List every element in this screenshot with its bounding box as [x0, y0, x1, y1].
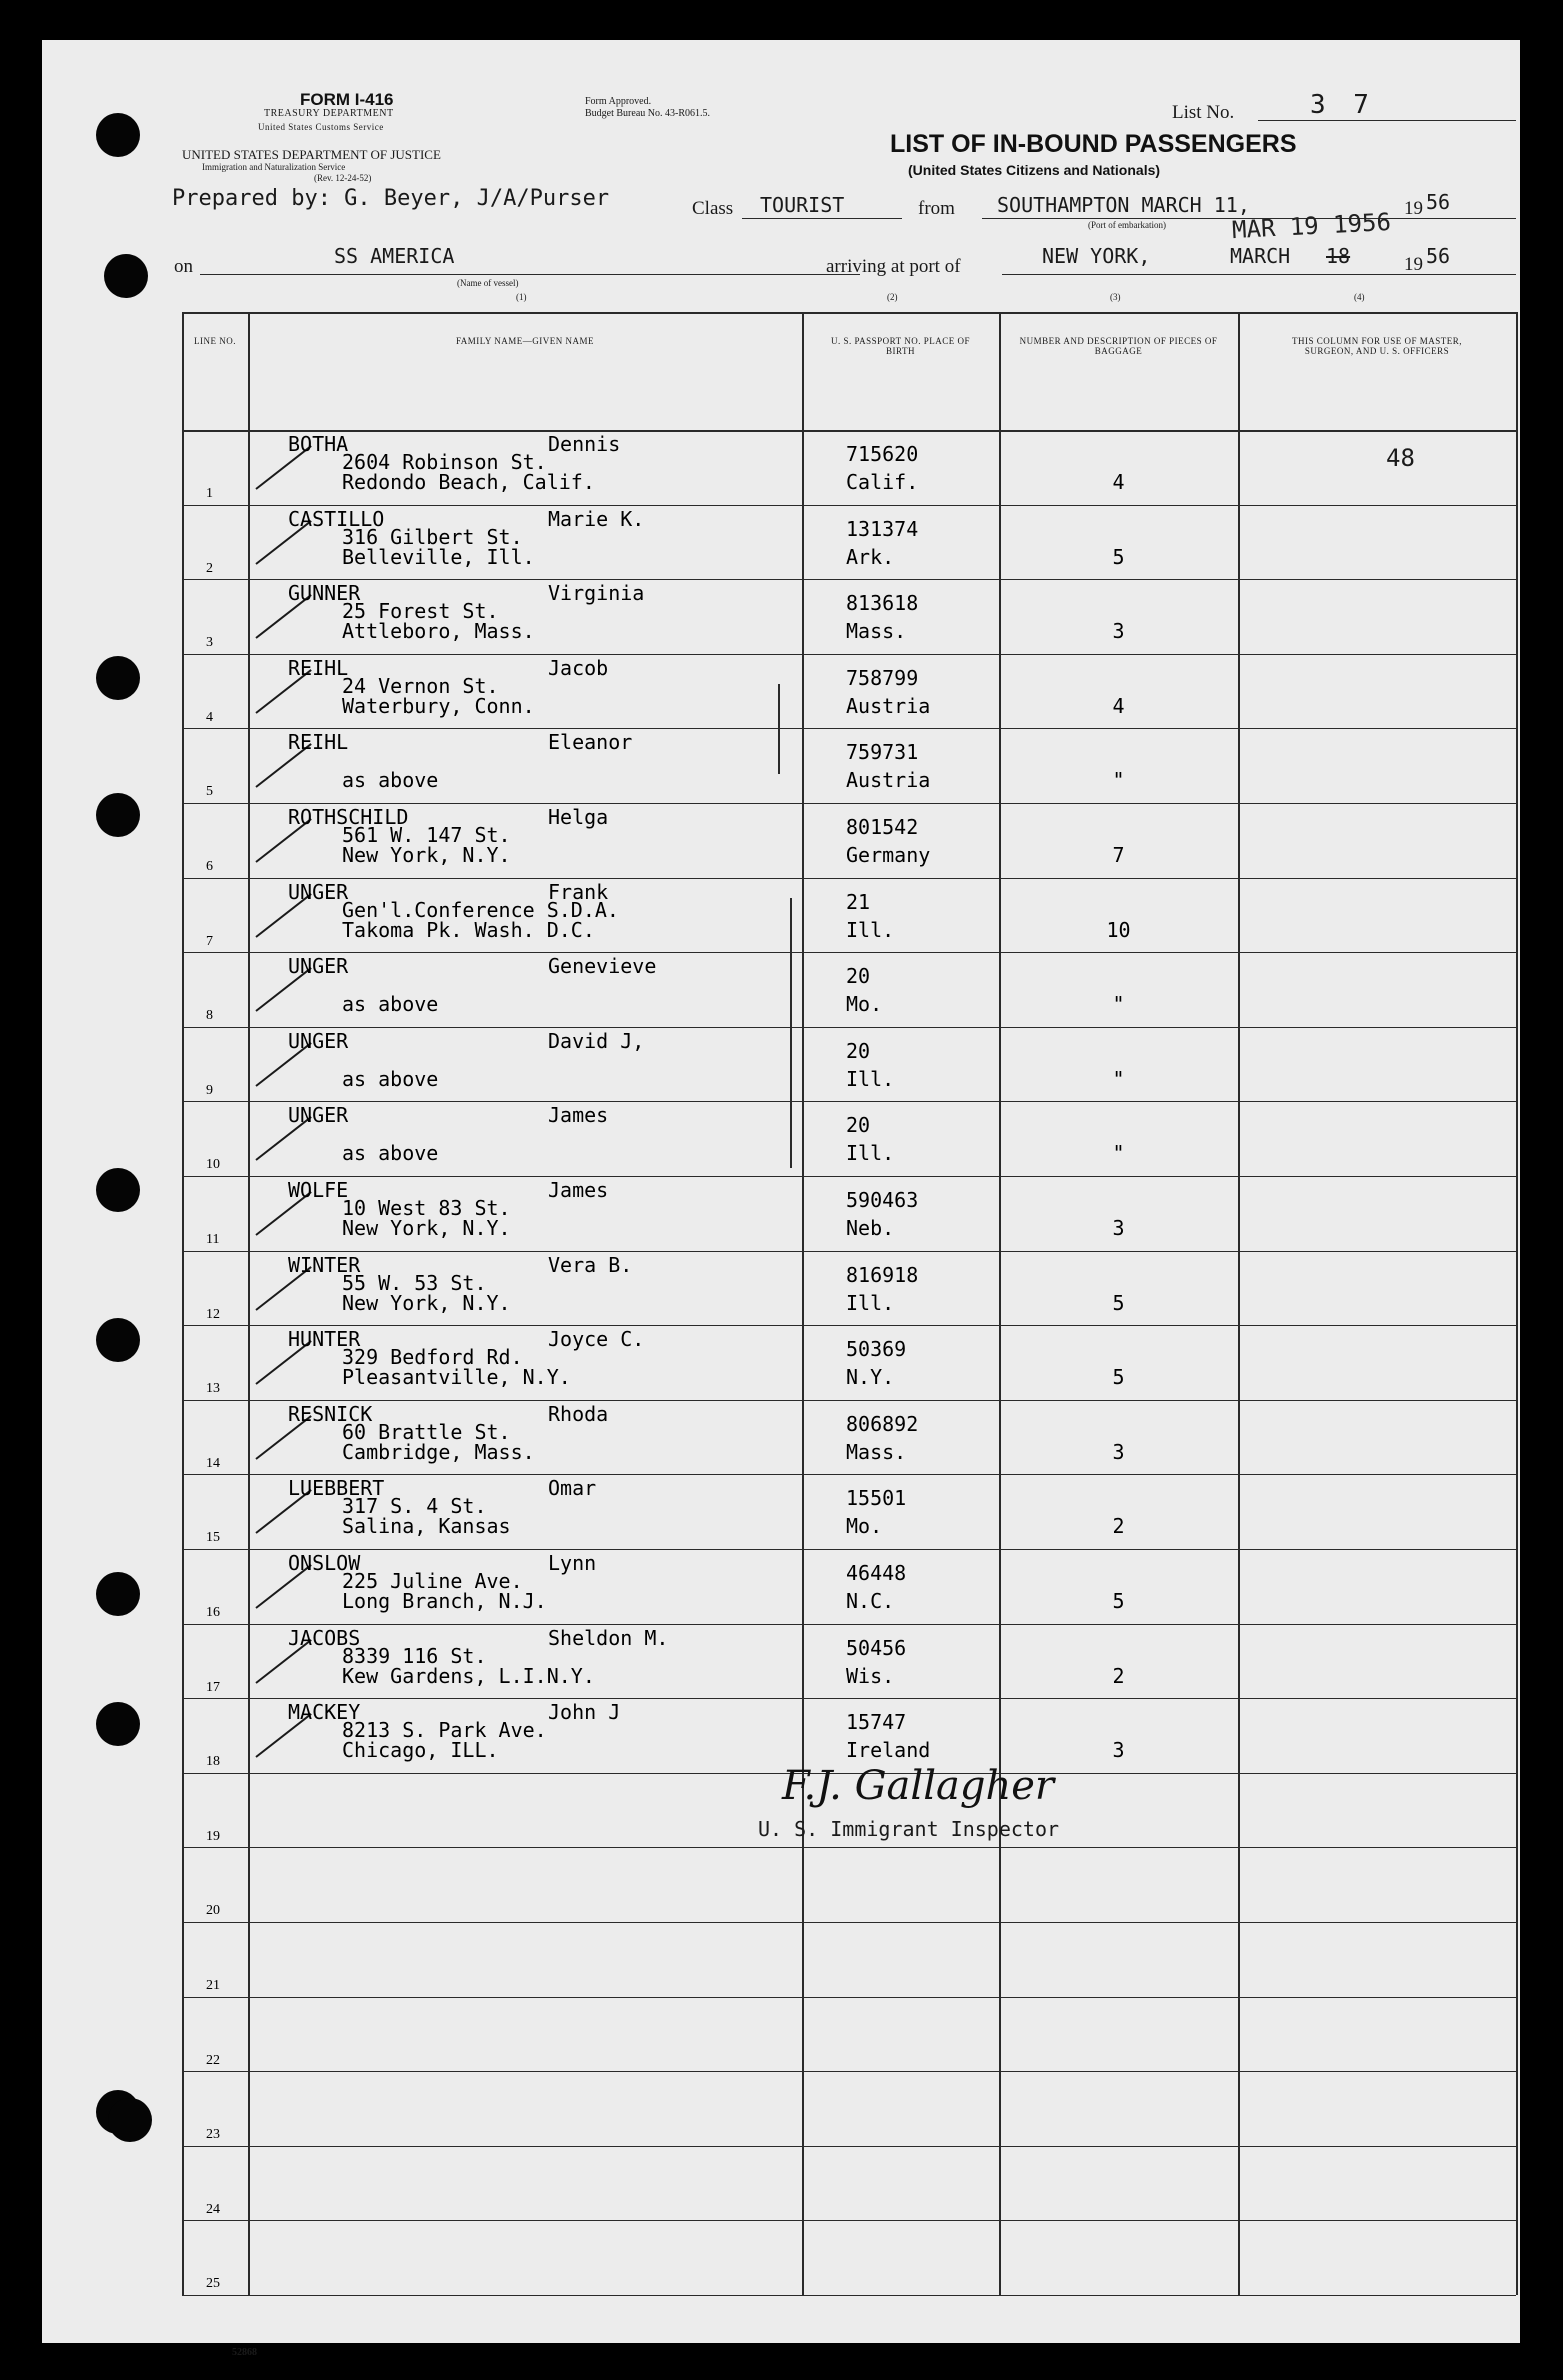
inspector-caption: U. S. Immigrant Inspector	[758, 1816, 1060, 1841]
line-number: 13	[206, 1381, 220, 1397]
passport-number: 131374	[846, 516, 919, 541]
line-number: 3	[206, 635, 213, 651]
punch-hole	[96, 1572, 140, 1616]
row-rule	[182, 803, 1516, 804]
column-number-1: (1)	[516, 292, 527, 302]
dept-treasury: TREASURY DEPARTMENT	[264, 108, 394, 119]
officers-note: 48	[1386, 444, 1415, 472]
place-of-birth: Neb.	[846, 1216, 895, 1240]
place-of-birth: Mass.	[846, 1439, 907, 1464]
line-number: 2	[206, 560, 213, 576]
line-number: 24	[206, 2201, 220, 2217]
passport-number: 20	[846, 964, 871, 989]
line-number: 21	[206, 1978, 220, 1993]
arrival-year-prefix: 19	[1404, 254, 1423, 275]
row-rule	[182, 1997, 1516, 1998]
given-name: Dennis	[548, 432, 621, 456]
address-city: Kew Gardens, L.I.N.Y.	[342, 1663, 595, 1688]
place-of-birth: Mass.	[846, 619, 907, 644]
line-number: 7	[206, 933, 213, 949]
address-city: Waterbury, Conn.	[342, 693, 535, 718]
baggage-count: "	[1112, 1066, 1125, 1091]
row-rule	[182, 1325, 1516, 1326]
line-number: 10	[206, 1157, 220, 1173]
line-number: 17	[206, 1679, 220, 1695]
punch-hole	[96, 656, 140, 700]
passport-number: 21	[846, 889, 871, 914]
address-city: New York, N.Y.	[342, 1290, 511, 1315]
punch-hole	[96, 1168, 140, 1212]
given-name: Genevieve	[548, 954, 657, 979]
passport-number: 816918	[846, 1262, 919, 1287]
passport-number: 759731	[846, 740, 919, 765]
passport-number: 715620	[846, 442, 919, 466]
line-number: 1	[206, 486, 213, 501]
address-street: Gen'l.Conference S.D.A.	[342, 897, 619, 922]
baggage-count: 10	[1106, 917, 1131, 942]
address-city: Belleville, Ill.	[342, 544, 535, 569]
place-of-birth: Ark.	[846, 544, 895, 569]
family-name: UNGER	[288, 954, 349, 979]
arriving-label: arriving at port of	[826, 256, 961, 277]
family-name: UNGER	[288, 1103, 349, 1128]
list-no-value: 3 7	[1310, 90, 1375, 120]
header-name: FAMILY NAME—GIVEN NAME	[455, 336, 595, 346]
row-rule	[182, 1474, 1516, 1475]
row-rule	[182, 2071, 1516, 2072]
passport-number: 46448	[846, 1561, 907, 1585]
address-city: Attleboro, Mass.	[342, 619, 535, 644]
punch-hole	[108, 2098, 152, 2142]
list-no-label: List No.	[1172, 102, 1235, 123]
baggage-count: "	[1112, 1141, 1125, 1166]
address-city: as above	[342, 1066, 439, 1091]
on-label: on	[174, 256, 193, 277]
baggage-count: 3	[1112, 1738, 1125, 1763]
family-name: HUNTER	[288, 1327, 361, 1352]
class-label: Class	[692, 198, 734, 219]
given-name: Jacob	[548, 655, 609, 680]
family-name: LUEBBERT	[288, 1476, 385, 1501]
given-name: David J,	[548, 1028, 645, 1053]
baggage-count: 5	[1112, 1290, 1125, 1315]
line-number: 9	[206, 1082, 213, 1098]
address-street: 55 W. 53 St.	[342, 1270, 487, 1295]
line-number: 8	[206, 1008, 213, 1024]
punch-hole	[96, 1318, 140, 1362]
address-street: 317 S. 4 St.	[342, 1494, 487, 1519]
baggage-count: 3	[1112, 1439, 1125, 1464]
place-of-birth: Austria	[846, 693, 931, 718]
place-of-birth: Ireland	[846, 1738, 931, 1763]
address-city: New York, N.Y.	[342, 1216, 511, 1240]
baggage-count: 4	[1112, 693, 1125, 718]
line-number: 16	[206, 1605, 220, 1620]
line-number: 19	[206, 1828, 220, 1844]
header-officers: THIS COLUMN FOR USE OF MASTER, SURGEON, AND U. S. OFFICERS	[1291, 336, 1463, 356]
row-rule	[182, 1101, 1516, 1102]
line-number: 23	[206, 2127, 220, 2143]
row-rule	[182, 1624, 1516, 1625]
punch-hole	[96, 113, 140, 157]
passport-number: 590463	[846, 1188, 919, 1212]
baggage-count: 4	[1112, 470, 1125, 494]
family-name: CASTILLO	[288, 506, 385, 531]
place-of-birth: N.Y.	[846, 1365, 895, 1390]
row-rule	[182, 1400, 1516, 1401]
address-street: 329 Bedford Rd.	[342, 1345, 523, 1370]
row-rule	[182, 2146, 1516, 2147]
header-rule	[182, 430, 1516, 432]
place-of-birth: N.C.	[846, 1589, 895, 1613]
given-name: James	[548, 1178, 609, 1202]
place-of-birth: Mo.	[846, 992, 883, 1017]
baggage-count: 7	[1112, 843, 1125, 867]
passenger-table	[42, 40, 1520, 2343]
baggage-count: 3	[1112, 1216, 1125, 1240]
family-name: REIHL	[288, 655, 349, 680]
address-street: 225 Juline Ave.	[342, 1569, 523, 1593]
row-rule	[182, 1922, 1516, 1923]
given-name: Lynn	[548, 1551, 597, 1575]
form-sheet	[42, 40, 1520, 2358]
address-city: New York, N.Y.	[342, 843, 511, 867]
address-street: 561 W. 147 St.	[342, 823, 511, 847]
given-name: John J	[548, 1700, 621, 1725]
passport-number: 20	[846, 1038, 871, 1063]
column-number-3: (3)	[1110, 292, 1121, 302]
address-city: as above	[342, 992, 439, 1017]
place-of-birth: Mo.	[846, 1514, 883, 1539]
line-number: 14	[206, 1455, 220, 1471]
address-city: as above	[342, 1141, 439, 1166]
family-name: REIHL	[288, 730, 349, 755]
table-top-rule	[182, 312, 1516, 314]
given-name: Omar	[548, 1476, 597, 1501]
arrival-month: MARCH	[1230, 244, 1291, 268]
row-rule	[182, 728, 1516, 729]
family-name: GUNNER	[288, 581, 361, 606]
address-street: 60 Brattle St.	[342, 1419, 511, 1444]
address-city: Cambridge, Mass.	[342, 1439, 535, 1464]
address-street: 2604 Robinson St.	[342, 450, 547, 474]
line-number: 25	[206, 2276, 220, 2292]
passport-number: 806892	[846, 1411, 919, 1436]
received-stamp: MAR 19 1956	[1231, 207, 1392, 245]
line-number: 4	[206, 709, 213, 725]
baggage-count: 5	[1112, 1589, 1125, 1613]
column-number-2: (2)	[887, 292, 898, 302]
dept-justice: UNITED STATES DEPARTMENT OF JUSTICE	[182, 147, 441, 162]
given-name: Helga	[548, 805, 609, 829]
from-year-prefix: 19	[1404, 198, 1423, 219]
family-name: UNGER	[288, 879, 349, 904]
address-street: 10 West 83 St.	[342, 1196, 511, 1220]
header-passport: U. S. PASSPORT NO. PLACE OF BIRTH	[830, 336, 970, 356]
line-number: 20	[206, 1903, 220, 1919]
row-rule	[182, 2295, 1516, 2296]
line-number: 5	[206, 784, 213, 800]
passport-number: 20	[846, 1113, 871, 1138]
vessel-caption: (Name of vessel)	[457, 278, 519, 288]
dept-customs: United States Customs Service	[258, 122, 384, 132]
arrival-day-struck: 18	[1326, 244, 1351, 268]
place-of-birth: Ill.	[846, 1141, 895, 1166]
header-baggage: NUMBER AND DESCRIPTION OF PIECES OF BAGGAGE	[1019, 336, 1218, 356]
passport-number: 15501	[846, 1486, 907, 1511]
family-name: UNGER	[288, 1028, 349, 1053]
family-name: ONSLOW	[288, 1551, 361, 1575]
address-street: 8339 116 St.	[342, 1643, 487, 1668]
family-name: ROTHSCHILD	[288, 805, 409, 829]
row-rule	[182, 1549, 1516, 1550]
header-line-no: LINE NO.	[194, 336, 236, 346]
address-city: Long Branch, N.J.	[342, 1589, 547, 1613]
address-city: as above	[342, 768, 439, 793]
family-name: JACOBS	[288, 1625, 361, 1650]
passport-number: 813618	[846, 591, 919, 616]
row-rule	[182, 1176, 1516, 1177]
address-city: Chicago, ILL.	[342, 1738, 499, 1763]
line-number: 22	[206, 2052, 220, 2068]
given-name: Virginia	[548, 581, 645, 606]
row-rule	[182, 1698, 1516, 1699]
row-rule	[182, 1251, 1516, 1252]
punch-hole	[96, 793, 140, 837]
family-name: WOLFE	[288, 1178, 349, 1202]
passport-number: 801542	[846, 815, 919, 839]
address-street: 25 Forest St.	[342, 599, 499, 624]
prepared-by: Prepared by: G. Beyer, J/A/Purser	[172, 186, 610, 211]
baggage-count: 2	[1112, 1514, 1125, 1539]
given-name: Vera B.	[548, 1252, 633, 1277]
address-street: 24 Vernon St.	[342, 673, 499, 698]
bracket-mark	[790, 898, 792, 1168]
bracket-mark	[778, 684, 780, 774]
line-number: 15	[206, 1530, 220, 1546]
arrival-year: 56	[1426, 244, 1451, 268]
vessel-name: SS AMERICA	[334, 244, 455, 268]
row-rule	[182, 1027, 1516, 1028]
inspector-signature: F.J. Gallagher	[782, 1762, 1054, 1809]
from-label: from	[918, 198, 955, 219]
punch-hole	[96, 1702, 140, 1746]
arrival-port: NEW YORK,	[1042, 244, 1151, 268]
place-of-birth: Austria	[846, 768, 931, 793]
line-number: 18	[206, 1754, 220, 1770]
page-title: LIST OF IN-BOUND PASSENGERS	[890, 130, 1297, 158]
place-of-birth: Ill.	[846, 917, 895, 942]
line-number: 12	[206, 1306, 220, 1322]
given-name: James	[548, 1103, 609, 1128]
place-of-birth: Germany	[846, 843, 931, 867]
from-value: SOUTHAMPTON MARCH 11,	[997, 193, 1250, 217]
passport-number: 758799	[846, 665, 919, 690]
punch-hole	[104, 254, 148, 298]
dept-immigration: Immigration and Naturalization Service	[202, 162, 346, 172]
place-of-birth: Ill.	[846, 1066, 895, 1091]
approved-line-1: Form Approved.	[585, 96, 652, 107]
given-name: Eleanor	[548, 730, 633, 755]
address-city: Salina, Kansas	[342, 1514, 511, 1539]
given-name: Joyce C.	[548, 1327, 645, 1352]
family-name: MACKEY	[288, 1700, 361, 1725]
form-number: FORM I-416	[300, 90, 394, 109]
family-name: BOTHA	[288, 432, 349, 456]
embarkation-caption: (Port of embarkation)	[1088, 220, 1166, 230]
family-name: RESNICK	[288, 1401, 373, 1426]
row-rule	[182, 579, 1516, 580]
place-of-birth: Ill.	[846, 1290, 895, 1315]
address-city: Takoma Pk. Wash. D.C.	[342, 917, 595, 942]
row-rule	[182, 654, 1516, 655]
form-revision: (Rev. 12-24-52)	[314, 173, 372, 183]
given-name: Sheldon M.	[548, 1625, 669, 1650]
from-year: 56	[1426, 190, 1451, 214]
given-name: Frank	[548, 879, 609, 904]
address-street: 316 Gilbert St.	[342, 524, 523, 549]
address-city: Redondo Beach, Calif.	[342, 470, 595, 494]
line-number: 11	[206, 1232, 220, 1247]
page-subtitle: (United States Citizens and Nationals)	[908, 162, 1161, 178]
row-rule	[182, 2220, 1516, 2221]
passport-number: 50369	[846, 1337, 907, 1362]
row-rule	[182, 1847, 1516, 1848]
column-rule	[1516, 312, 1518, 2295]
place-of-birth: Wis.	[846, 1663, 895, 1688]
baggage-count: 5	[1112, 544, 1125, 569]
row-rule	[182, 878, 1516, 879]
passport-number: 50456	[846, 1635, 907, 1660]
baggage-count: 5	[1112, 1365, 1125, 1390]
given-name: Rhoda	[548, 1401, 609, 1426]
row-rule	[182, 505, 1516, 506]
baggage-count: "	[1112, 992, 1125, 1017]
column-number-4: (4)	[1354, 292, 1365, 302]
baggage-count: 3	[1112, 619, 1125, 644]
place-of-birth: Calif.	[846, 470, 919, 494]
row-rule	[182, 952, 1516, 953]
approved-line-2: Budget Bureau No. 43-R061.5.	[585, 108, 710, 119]
given-name: Marie K.	[548, 506, 645, 531]
line-number: 6	[206, 859, 213, 874]
baggage-count: "	[1112, 768, 1125, 793]
family-name: WINTER	[288, 1252, 361, 1277]
footer-code: 52868	[232, 2347, 257, 2358]
passport-number: 15747	[846, 1710, 907, 1735]
address-city: Pleasantville, N.Y.	[342, 1365, 571, 1390]
class-value: TOURIST	[760, 193, 845, 217]
baggage-count: 2	[1112, 1663, 1125, 1688]
address-street: 8213 S. Park Ave.	[342, 1718, 547, 1743]
